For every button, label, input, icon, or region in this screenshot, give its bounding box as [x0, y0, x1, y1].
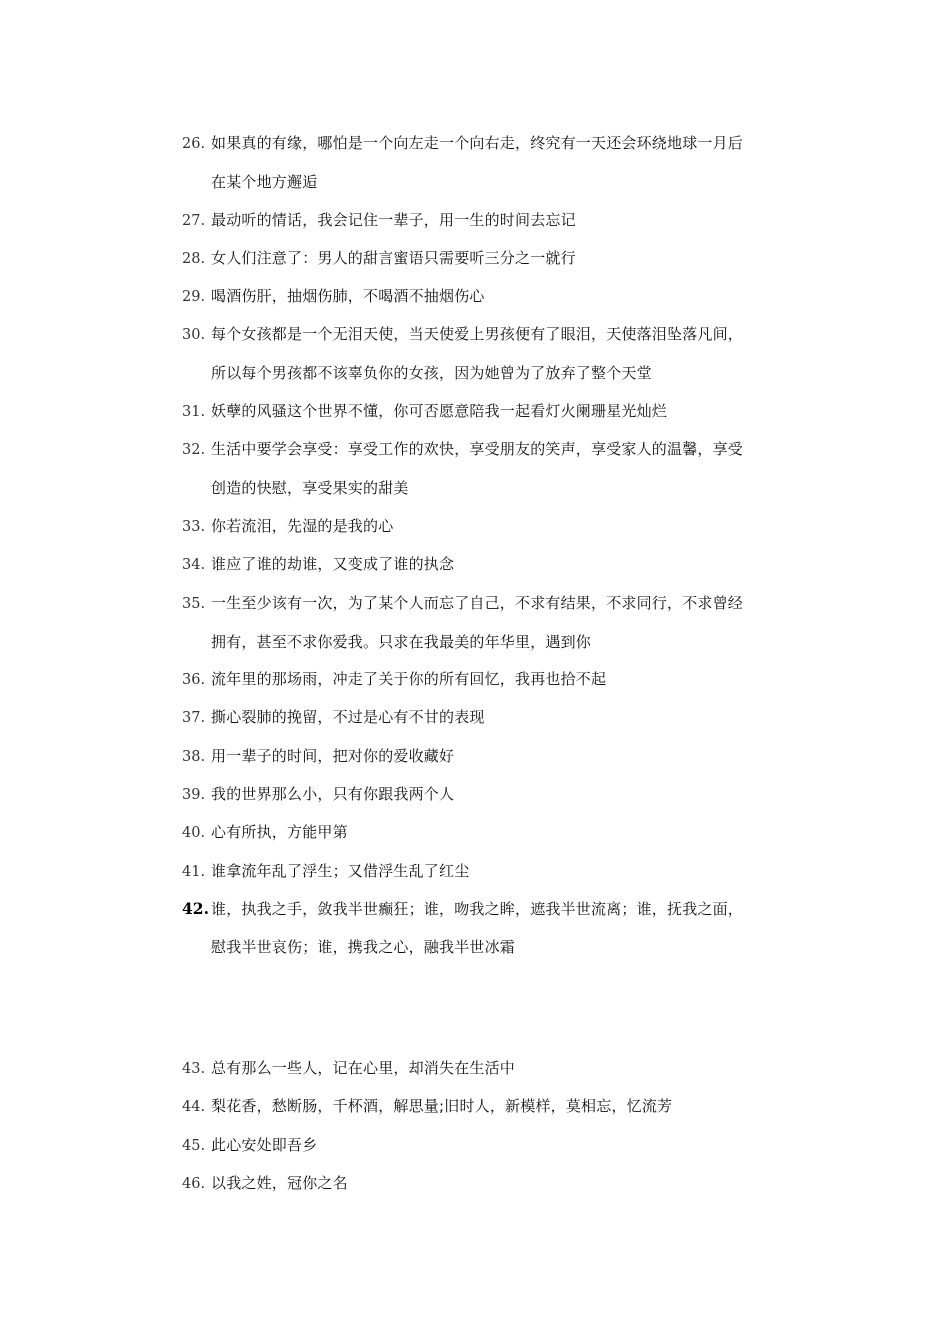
- item-number: 36.: [182, 672, 206, 688]
- item-number: 45.: [182, 1138, 206, 1154]
- list-item: [182, 1049, 812, 1088]
- item-number: 35.: [182, 596, 206, 612]
- item-number: 43.: [182, 1061, 206, 1077]
- item-text: 你若流泪，先湿的是我的心: [211, 517, 394, 535]
- item-number: 40.: [182, 825, 206, 841]
- list-item: [182, 239, 812, 278]
- item-number: 42.: [182, 899, 209, 918]
- item-text: 如果真的有缘，哪怕是一个向左走一个向右走，终究有一天还会环绕地球一月后: [211, 134, 744, 152]
- item-text: 每个女孩都是一个无泪天使，当天使爱上男孩便有了眼泪，天使落泪坠落凡间，: [211, 325, 744, 343]
- item-number: 38.: [182, 749, 206, 765]
- item-number: 46.: [182, 1176, 206, 1192]
- list-item: [182, 124, 812, 201]
- item-text: 我的世界那么小，只有你跟我两个人: [211, 785, 455, 803]
- list-item: [182, 852, 812, 891]
- item-number: 34.: [182, 557, 206, 573]
- item-number: 28.: [182, 251, 206, 267]
- item-text: 梨花香，愁断肠，千杯酒，解思量;旧时人，新模样，莫相忘，忆流芳: [211, 1097, 673, 1115]
- item-number: 27.: [182, 213, 206, 229]
- item-number: 33.: [182, 519, 206, 535]
- list-item: [182, 1164, 812, 1203]
- item-text: 流年里的那场雨，冲走了关于你的所有回忆，我再也拾不起: [211, 670, 607, 688]
- item-text-continued: 拥有，甚至不求你爱我。只求在我最美的年华里，遇到你: [211, 633, 592, 651]
- item-text: 谁，执我之手，敛我半世癫狂；谁，吻我之眸，遮我半世流离；谁，抚我之面，: [211, 900, 744, 918]
- list-item: [182, 698, 812, 737]
- list-item: [182, 315, 812, 392]
- item-text: 谁拿流年乱了浮生；又借浮生乱了红尘: [211, 862, 470, 880]
- item-number: 29.: [182, 289, 206, 305]
- item-text-continued: 所以每个男孩都不该辜负你的女孩，因为她曾为了放弃了整个天堂: [211, 364, 652, 382]
- list-item: [182, 775, 812, 814]
- item-text: 此心安处即吾乡: [211, 1136, 318, 1154]
- item-text: 喝酒伤肝，抽烟伤肺，不喝酒不抽烟伤心: [211, 287, 485, 305]
- item-text: 用一辈子的时间，把对你的爱收藏好: [211, 747, 455, 765]
- item-text-continued: 创造的快慰，享受果实的甜美: [211, 479, 409, 497]
- item-text: 心有所执，方能甲第: [211, 823, 348, 841]
- list-item: [182, 813, 812, 852]
- list-item: [182, 1126, 812, 1165]
- item-text: 撕心裂肺的挽留，不过是心有不甘的表现: [211, 708, 485, 726]
- list-item: [182, 507, 812, 546]
- item-number: 39.: [182, 787, 206, 803]
- item-text: 生活中要学会享受：享受工作的欢快，享受朋友的笑声，享受家人的温馨，享受: [211, 440, 744, 458]
- list-item: [182, 737, 812, 776]
- item-text: 以我之姓，冠你之名: [211, 1174, 348, 1192]
- item-text: 总有那么一些人，记在心里，却消失在生活中: [211, 1059, 516, 1077]
- item-text-continued: 慰我半世哀伤；谁，携我之心，融我半世冰霜: [211, 938, 516, 956]
- item-number: 30.: [182, 327, 206, 343]
- item-text: 最动听的情话，我会记住一辈子，用一生的时间去忘记: [211, 211, 576, 229]
- item-number: 32.: [182, 442, 206, 458]
- item-text: 谁应了谁的劫谁，又变成了谁的执念: [211, 555, 455, 573]
- item-number: 37.: [182, 710, 206, 726]
- item-text: 妖孽的风骚这个世界不懂，你可否愿意陪我一起看灯火阑珊星光灿烂: [211, 402, 668, 420]
- list-item: [182, 545, 812, 584]
- item-number: 26.: [182, 136, 206, 152]
- list-item: [182, 277, 812, 316]
- item-text-continued: 在某个地方邂逅: [211, 173, 318, 191]
- list-item: [182, 430, 812, 507]
- list-item: [182, 201, 812, 240]
- item-text: 一生至少该有一次，为了某个人而忘了自己，不求有结果，不求同行，不求曾经: [211, 594, 744, 612]
- list-item: [182, 890, 812, 966]
- item-number: 44.: [182, 1099, 206, 1115]
- item-text: 女人们注意了：男人的甜言蜜语只需要听三分之一就行: [211, 249, 576, 267]
- item-number: 31.: [182, 404, 206, 420]
- list-item: [182, 1087, 812, 1126]
- list-item: [182, 392, 812, 431]
- list-item: [182, 660, 812, 699]
- list-item: [182, 584, 812, 661]
- item-number: 41.: [182, 864, 206, 880]
